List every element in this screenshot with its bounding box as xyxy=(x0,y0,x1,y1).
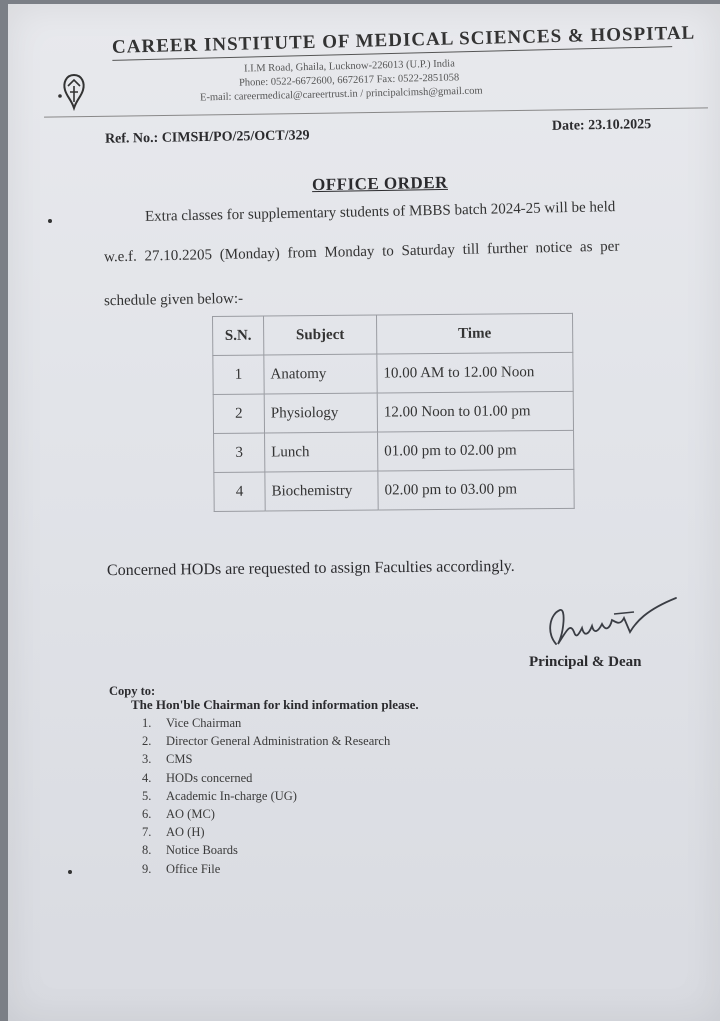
row-sn: 4 xyxy=(214,472,265,511)
list-item: 5. Academic In-charge (UG) xyxy=(142,788,297,803)
closing-instruction: Concerned HODs are requested to assign Faculties accordingly. xyxy=(106,557,515,580)
header-sn: S.N. xyxy=(213,316,264,355)
copy-to-list xyxy=(142,714,390,878)
schedule-table xyxy=(212,313,575,512)
row-time: 02.00 pm to 03.00 pm xyxy=(378,469,574,510)
list-item: 2. Director General Administration & Research xyxy=(142,734,391,749)
list-item: 8. Notice Boards xyxy=(142,843,238,858)
row-subject: Physiology xyxy=(264,393,377,433)
row-subject: Biochemistry xyxy=(265,471,378,511)
row-time: 10.00 AM to 12.00 Noon xyxy=(377,352,573,393)
list-item: 9. Office File xyxy=(142,861,221,876)
list-item: 7. AO (H) xyxy=(142,825,205,840)
body-line-1: Extra classes for supplementary students of MBBS batch 2024-25 will be held xyxy=(144,199,616,225)
row-subject: Anatomy xyxy=(264,354,377,394)
list-item: 1. Vice Chairman xyxy=(142,716,242,730)
email-line: E-mail: careermedical@careertrust.in / principalcimsh@gmail.com xyxy=(199,85,483,104)
copy-to-heading: Copy to: xyxy=(109,684,156,698)
document-page xyxy=(8,4,720,1021)
body-line-2: w.e.f. 27.10.2205 (Monday) from Monday to Saturday till further notice as per xyxy=(103,238,620,266)
header-divider xyxy=(44,107,708,117)
table-row xyxy=(214,430,574,472)
signatory-title: Principal & Dean xyxy=(529,654,642,670)
row-time: 12.00 Noon to 01.00 pm xyxy=(377,391,573,432)
header-subject: Subject xyxy=(264,315,377,355)
order-date: Date: 23.10.2025 xyxy=(551,117,652,134)
list-item: 3. CMS xyxy=(142,752,193,767)
signature-image xyxy=(536,592,686,654)
table-row xyxy=(213,391,573,433)
list-item: 4. HODs concerned xyxy=(142,770,253,785)
address-line: I.I.M Road, Ghaila, Lucknow-226013 (U.P.) India xyxy=(243,58,455,75)
scan-speck xyxy=(68,870,72,874)
table-header-row xyxy=(213,313,573,355)
phone-line: Phone: 0522-6672600, 6672617 Fax: 0522-2851058 xyxy=(238,72,460,89)
row-subject: Lunch xyxy=(265,432,378,472)
body-line-3: schedule given below:- xyxy=(103,290,244,310)
row-sn: 1 xyxy=(213,355,264,394)
row-sn: 3 xyxy=(214,433,265,472)
table-row xyxy=(213,352,573,394)
copy-to-subheading: The Hon'ble Chairman for kind information please. xyxy=(131,697,419,712)
table-row xyxy=(214,469,574,511)
row-sn: 2 xyxy=(213,394,264,433)
header-time: Time xyxy=(376,313,572,354)
order-title: OFFICE ORDER xyxy=(311,172,449,195)
institute-name: CAREER INSTITUTE OF MEDICAL SCIENCES & HOSPITAL xyxy=(112,23,672,61)
reference-number: Ref. No.: CIMSH/PO/25/OCT/329 xyxy=(104,128,310,147)
institute-logo-icon xyxy=(56,72,92,112)
row-time: 01.00 pm to 02.00 pm xyxy=(378,430,574,471)
scan-speck xyxy=(48,219,52,223)
list-item: 6. AO (MC) xyxy=(142,807,215,822)
